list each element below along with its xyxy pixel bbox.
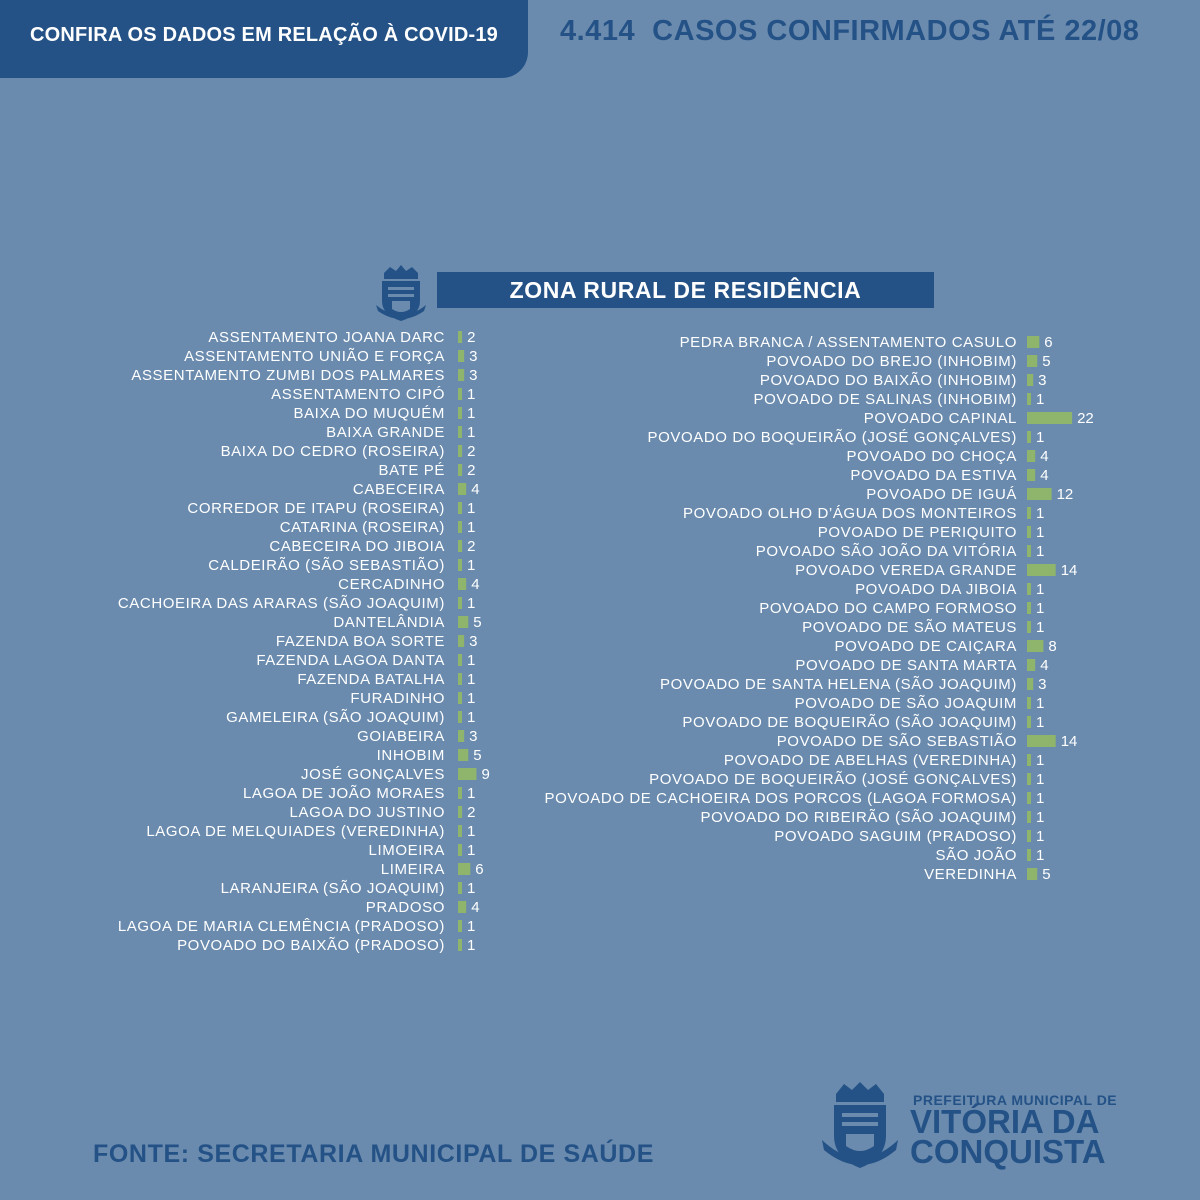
bar: [1027, 811, 1031, 823]
value-label: 1: [467, 405, 476, 422]
value-label: 8: [1048, 638, 1057, 655]
bar: [1027, 678, 1033, 690]
value-label: 1: [1036, 752, 1045, 769]
category-label: FAZENDA LAGOA DANTA: [256, 652, 445, 669]
category-label: ASSENTAMENTO CIPÓ: [271, 386, 445, 403]
value-label: 3: [469, 728, 478, 745]
bar: [1027, 792, 1031, 804]
value-label: 1: [467, 823, 476, 840]
city-crest-icon: [820, 1080, 900, 1176]
value-label: 1: [467, 386, 476, 403]
value-label: 3: [1038, 676, 1047, 693]
bar: [1027, 754, 1031, 766]
category-label: CABECEIRA: [352, 481, 445, 498]
value-label: 5: [1042, 866, 1051, 883]
bar: [1027, 849, 1031, 861]
value-label: 1: [1036, 391, 1045, 408]
bar: [1027, 412, 1072, 424]
category-label: GOIABEIRA: [357, 728, 445, 745]
category-label: INHOBIM: [376, 747, 445, 764]
bar: [458, 749, 468, 761]
category-label: FAZENDA BOA SORTE: [275, 633, 445, 650]
value-label: 4: [471, 899, 480, 916]
value-label: 4: [1040, 448, 1049, 465]
value-label: 1: [1036, 771, 1045, 788]
bar: [458, 654, 462, 666]
bar: [458, 407, 462, 419]
bar: [1027, 697, 1031, 709]
bar: [1027, 773, 1031, 785]
value-label: 2: [467, 804, 476, 821]
value-label: 14: [1060, 733, 1078, 750]
category-label: ASSENTAMENTO UNIÃO E FORÇA: [184, 348, 445, 365]
value-label: 2: [467, 443, 476, 460]
category-label: LAGOA DO JUSTINO: [289, 804, 445, 821]
bar: [458, 521, 462, 533]
category-label: POVOADO DO BREJO (INHOBIM): [766, 353, 1017, 370]
value-label: 1: [1036, 505, 1045, 522]
bar: [1027, 868, 1037, 880]
bar: [1027, 640, 1043, 652]
bar: [1027, 507, 1031, 519]
category-label: POVOADO DE ABELHAS (VEREDINHA): [723, 752, 1017, 769]
category-label: POVOADO DE SANTA MARTA: [795, 657, 1017, 674]
bar: [1027, 602, 1031, 614]
logo-text-prefeitura: PREFEITURA MUNICIPAL DE: [913, 1092, 1118, 1108]
value-label: 1: [1036, 429, 1045, 446]
category-label: POVOADO DE CACHOEIRA DOS PORCOS (LAGOA FORMOSA): [544, 790, 1017, 807]
category-label: POVOADO DE CAIÇARA: [834, 638, 1017, 655]
bar: [1027, 583, 1031, 595]
value-label: 5: [473, 614, 482, 631]
bar: [458, 882, 462, 894]
category-label: POVOADO DO CAMPO FORMOSO: [759, 600, 1017, 617]
category-label: CATARINA (ROSEIRA): [279, 519, 445, 536]
category-label: DANTELÂNDIA: [333, 614, 445, 631]
category-label: VEREDINHA: [924, 866, 1017, 883]
value-label: 1: [467, 557, 476, 574]
category-label: POVOADO DE SANTA HELENA (SÃO JOAQUIM): [660, 676, 1017, 693]
bar: [1027, 621, 1031, 633]
logo-text-city-line1: VITÓRIA DA: [910, 1103, 1100, 1140]
prefeitura-logo: [820, 1080, 1140, 1180]
bar: [1027, 336, 1039, 348]
category-label: POVOADO OLHO D’ÁGUA DOS MONTEIROS: [682, 505, 1017, 522]
bar: [458, 901, 466, 913]
value-label: 1: [467, 424, 476, 441]
category-label: POVOADO DE IGUÁ: [866, 486, 1017, 503]
category-label: POVOADO DE BOQUEIRÃO (SÃO JOAQUIM): [682, 714, 1017, 731]
value-label: 1: [467, 709, 476, 726]
bar: [1027, 526, 1031, 538]
category-label: LAGOA DE MARIA CLEMÊNCIA (PRADOSO): [117, 918, 445, 935]
value-label: 1: [1036, 809, 1045, 826]
category-label: LAGOA DE MELQUIADES (VEREDINHA): [146, 823, 445, 840]
value-label: 3: [469, 367, 478, 384]
cases-confirmed-label: 4.414 CASOS CONFIRMADOS ATÉ 22/08: [560, 15, 1140, 47]
category-label: ASSENTAMENTO ZUMBI DOS PALMARES: [131, 367, 445, 384]
bar: [1027, 564, 1056, 576]
value-label: 9: [481, 766, 490, 783]
category-label: POVOADO DA JIBOIA: [855, 581, 1017, 598]
category-label: LARANJEIRA (SÃO JOAQUIM): [220, 880, 445, 897]
bar: [458, 939, 462, 951]
bar: [458, 597, 462, 609]
category-label: POVOADO SAGUIM (PRADOSO): [774, 828, 1017, 845]
header-tab-label: CONFIRA OS DADOS EM RELAÇÃO À COVID-19: [30, 23, 499, 46]
value-label: 12: [1056, 486, 1074, 503]
category-label: LIMEIRA: [380, 861, 445, 878]
value-label: 2: [467, 462, 476, 479]
source-footnote: FONTE: SECRETARIA MUNICIPAL DE SAÚDE: [93, 1140, 654, 1168]
category-label: POVOADO DA ESTIVA: [850, 467, 1017, 484]
bar: [1027, 488, 1052, 500]
value-label: 1: [467, 519, 476, 536]
category-label: PRADOSO: [365, 899, 445, 916]
category-label: POVOADO DO BOQUEIRÃO (JOSÉ GONÇALVES): [647, 429, 1017, 446]
bar: [458, 863, 470, 875]
bar: [458, 825, 462, 837]
bar: [458, 787, 462, 799]
bar: [458, 844, 462, 856]
category-label: BAIXA DO MUQUÉM: [293, 405, 445, 422]
value-label: 1: [467, 652, 476, 669]
category-label: LIMOEIRA: [368, 842, 445, 859]
category-label: POVOADO DE SÃO MATEUS: [802, 619, 1017, 636]
bar: [1027, 659, 1035, 671]
bar: [1027, 374, 1033, 386]
value-label: 1: [467, 937, 476, 954]
value-label: 14: [1060, 562, 1078, 579]
value-label: 5: [1042, 353, 1051, 370]
value-label: 1: [1036, 847, 1045, 864]
bar: [458, 388, 462, 400]
value-label: 1: [467, 671, 476, 688]
value-label: 1: [1036, 828, 1045, 845]
category-label: POVOADO DE BOQUEIRÃO (JOSÉ GONÇALVES): [649, 771, 1017, 788]
logo-text-city: [910, 1103, 1106, 1170]
category-label: POVOADO DO CHOÇA: [846, 448, 1017, 465]
value-label: 1: [467, 690, 476, 707]
value-label: 6: [1044, 334, 1053, 351]
bar: [458, 502, 462, 514]
bar: [1027, 830, 1031, 842]
value-label: 22: [1077, 410, 1094, 427]
value-label: 4: [1040, 467, 1049, 484]
bar: [1027, 431, 1031, 443]
value-label: 1: [1036, 790, 1045, 807]
bar: [458, 673, 462, 685]
bar: [1027, 545, 1031, 557]
category-label: BAIXA DO CEDRO (ROSEIRA): [220, 443, 445, 460]
category-label: CALDEIRÃO (SÃO SEBASTIÃO): [208, 557, 445, 574]
bar: [458, 426, 462, 438]
category-label: POVOADO DE SÃO SEBASTIÃO: [776, 733, 1017, 750]
bar: [1027, 355, 1037, 367]
value-label: 1: [467, 595, 476, 612]
bar: [458, 730, 464, 742]
category-label: POVOADO DE SALINAS (INHOBIM): [753, 391, 1017, 408]
value-label: 1: [467, 500, 476, 517]
value-label: 6: [475, 861, 484, 878]
category-label: POVOADO DO BAIXÃO (INHOBIM): [759, 372, 1017, 389]
value-label: 4: [471, 481, 480, 498]
value-label: 1: [1036, 581, 1045, 598]
value-label: 1: [467, 842, 476, 859]
category-label: POVOADO VEREDA GRANDE: [795, 562, 1017, 579]
chart-title: ZONA RURAL DE RESIDÊNCIA: [437, 272, 934, 308]
category-label: POVOADO CAPINAL: [863, 410, 1017, 427]
category-label: POVOADO DE SÃO JOAQUIM: [794, 695, 1017, 712]
bar: [458, 806, 462, 818]
value-label: 1: [1036, 619, 1045, 636]
value-label: 1: [1036, 714, 1045, 731]
bar: [1027, 393, 1031, 405]
category-label: FURADINHO: [350, 690, 445, 707]
category-label: POVOADO DE PERIQUITO: [817, 524, 1017, 541]
bar: [458, 616, 468, 628]
value-label: 1: [1036, 524, 1045, 541]
value-label: 1: [1036, 695, 1045, 712]
bar: [1027, 716, 1031, 728]
value-label: 5: [473, 747, 482, 764]
value-label: 4: [471, 576, 480, 593]
value-label: 3: [1038, 372, 1047, 389]
value-label: 3: [469, 633, 478, 650]
bar: [1027, 450, 1035, 462]
value-label: 1: [1036, 600, 1045, 617]
category-label: ASSENTAMENTO JOANA DARC: [208, 329, 445, 346]
value-label: 1: [1036, 543, 1045, 560]
value-label: 1: [467, 918, 476, 935]
category-label: BAIXA GRANDE: [326, 424, 445, 441]
value-label: 3: [469, 348, 478, 365]
category-label: CERCADINHO: [338, 576, 445, 593]
bar: [458, 711, 462, 723]
bar: [458, 578, 466, 590]
category-label: PEDRA BRANCA / ASSENTAMENTO CASULO: [679, 334, 1017, 351]
bar: [458, 445, 462, 457]
bar: [458, 464, 462, 476]
category-label: GAMELEIRA (SÃO JOAQUIM): [226, 709, 445, 726]
value-label: 1: [467, 785, 476, 802]
bar: [458, 635, 464, 647]
category-label: BATE PÉ: [378, 462, 445, 479]
bar: [458, 369, 464, 381]
bar: [1027, 735, 1056, 747]
value-label: 2: [467, 329, 476, 346]
bar: [458, 692, 462, 704]
bar: [458, 540, 462, 552]
bar: [458, 768, 476, 780]
category-label: CORREDOR DE ITAPU (ROSEIRA): [187, 500, 445, 517]
category-label: JOSÉ GONÇALVES: [301, 766, 445, 783]
category-label: POVOADO DO BAIXÃO (PRADOSO): [177, 937, 445, 954]
bar: [458, 920, 462, 932]
value-label: 4: [1040, 657, 1049, 674]
bar: [1027, 469, 1035, 481]
category-label: POVOADO DO RIBEIRÃO (SÃO JOAQUIM): [700, 809, 1017, 826]
value-label: 2: [467, 538, 476, 555]
bar: [458, 483, 466, 495]
category-label: LAGOA DE JOÃO MORAES: [242, 785, 445, 802]
category-label: FAZENDA BATALHA: [297, 671, 445, 688]
category-label: CACHOEIRA DAS ARARAS (SÃO JOAQUIM): [117, 595, 445, 612]
bar: [458, 350, 464, 362]
value-label: 1: [467, 880, 476, 897]
bar: [458, 559, 462, 571]
category-label: CABECEIRA DO JIBOIA: [269, 538, 445, 555]
category-label: SÃO JOÃO: [935, 847, 1017, 864]
category-label: POVOADO SÃO JOÃO DA VITÓRIA: [755, 543, 1017, 560]
bar: [458, 331, 462, 343]
logo-text-city-line2: CONQUISTA: [910, 1133, 1106, 1170]
